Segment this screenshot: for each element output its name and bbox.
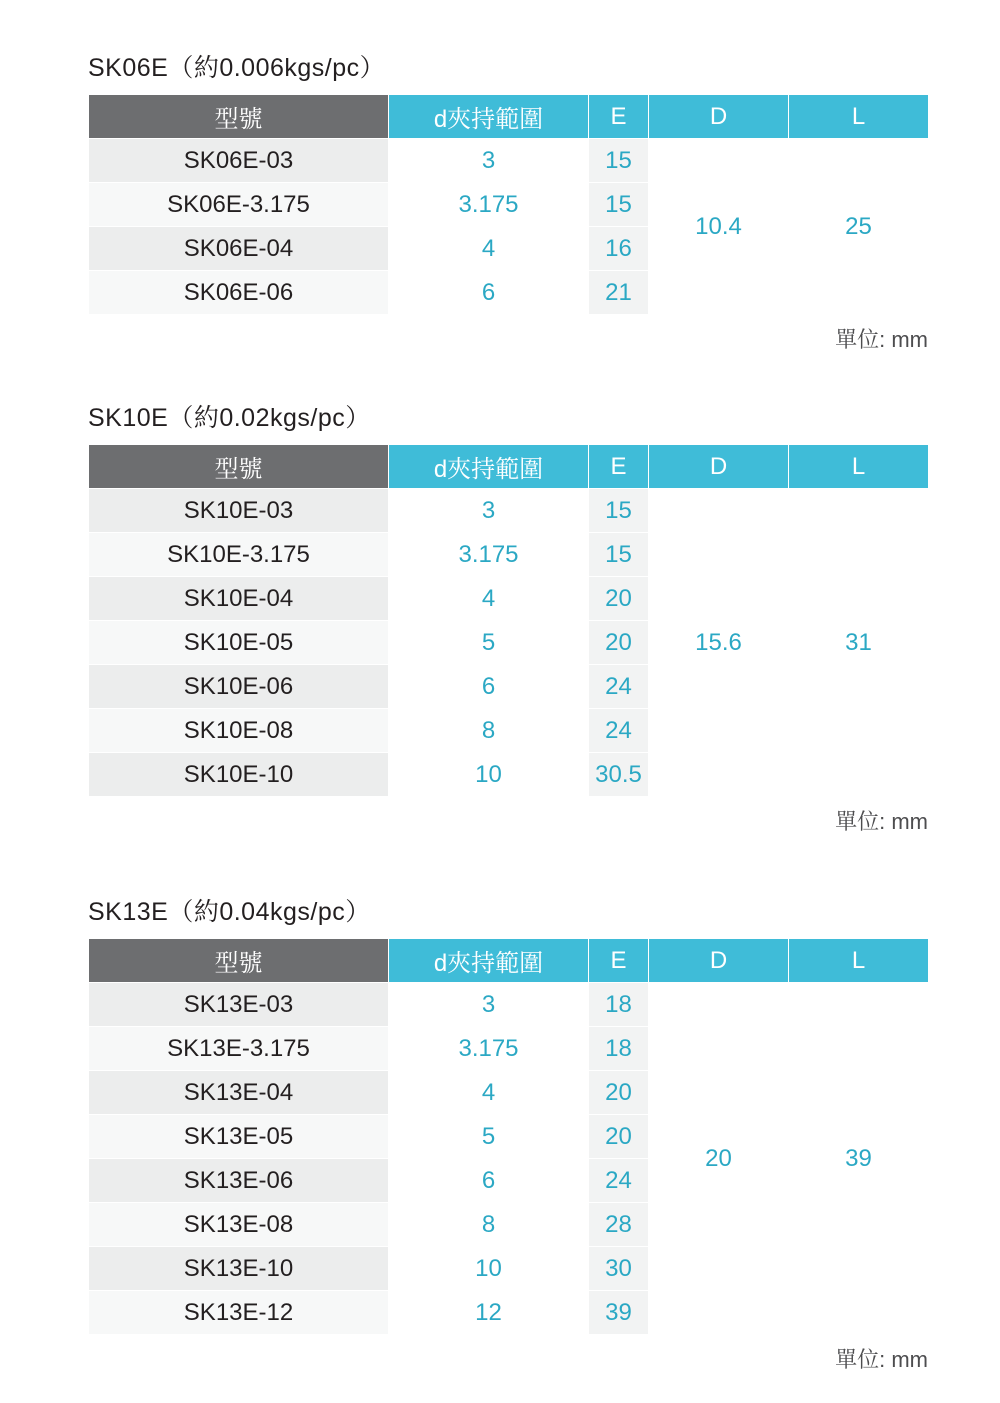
cell-clamp-range: 4 bbox=[389, 1071, 589, 1115]
table-body bbox=[89, 489, 929, 797]
cell-clamp-range: 3.175 bbox=[389, 183, 589, 227]
cell-clamp-range: 5 bbox=[389, 1115, 589, 1159]
col-header-d: D bbox=[649, 445, 789, 489]
header-row bbox=[89, 445, 929, 489]
cell-e: 24 bbox=[589, 665, 649, 709]
table-header bbox=[89, 445, 929, 489]
col-header-clamp-range: d夾持範圍 bbox=[389, 939, 589, 983]
cell-l-merged: 25 bbox=[789, 139, 929, 315]
cell-clamp-range: 3 bbox=[389, 983, 589, 1027]
cell-e: 15 bbox=[589, 139, 649, 183]
col-header-l: L bbox=[789, 95, 929, 139]
cell-e: 15 bbox=[589, 489, 649, 533]
table-row bbox=[89, 489, 929, 533]
cell-e: 20 bbox=[589, 621, 649, 665]
col-header-l: L bbox=[789, 939, 929, 983]
cell-e: 28 bbox=[589, 1203, 649, 1247]
cell-clamp-range: 12 bbox=[389, 1291, 589, 1335]
block-title-sk10e: SK10E（約0.02kgs/pc） bbox=[88, 404, 371, 432]
cell-clamp-range: 10 bbox=[389, 1247, 589, 1291]
header-row bbox=[89, 939, 929, 983]
cell-clamp-range: 8 bbox=[389, 709, 589, 753]
cell-d-merged: 20 bbox=[649, 983, 789, 1335]
col-header-d: D bbox=[649, 939, 789, 983]
cell-model: SK06E-3.175 bbox=[89, 183, 389, 227]
spec-table-sk06e bbox=[88, 94, 929, 315]
block-spacer bbox=[0, 836, 1000, 892]
unit-label: 單位: mm bbox=[835, 327, 928, 352]
cell-model: SK10E-08 bbox=[89, 709, 389, 753]
cell-model: SK06E-04 bbox=[89, 227, 389, 271]
cell-e: 24 bbox=[589, 709, 649, 753]
cell-model: SK13E-05 bbox=[89, 1115, 389, 1159]
col-header-model: 型號 bbox=[89, 939, 389, 983]
cell-e: 21 bbox=[589, 271, 649, 315]
col-header-e: E bbox=[589, 939, 649, 983]
col-header-clamp-range: d夾持範圍 bbox=[389, 445, 589, 489]
cell-e: 18 bbox=[589, 983, 649, 1027]
cell-e: 20 bbox=[589, 1115, 649, 1159]
cell-model: SK10E-04 bbox=[89, 577, 389, 621]
cell-model: SK10E-05 bbox=[89, 621, 389, 665]
cell-e: 15 bbox=[589, 183, 649, 227]
top-spacer bbox=[0, 0, 1000, 48]
table-header bbox=[89, 95, 929, 139]
cell-clamp-range: 6 bbox=[389, 1159, 589, 1203]
cell-e: 30 bbox=[589, 1247, 649, 1291]
cell-model: SK13E-12 bbox=[89, 1291, 389, 1335]
cell-e: 30.5 bbox=[589, 753, 649, 797]
cell-clamp-range: 6 bbox=[389, 271, 589, 315]
spec-block-sk13e bbox=[0, 892, 1000, 1374]
spec-block-sk10e bbox=[0, 398, 1000, 836]
col-header-e: E bbox=[589, 445, 649, 489]
block-title-sk06e: SK06E（約0.006kgs/pc） bbox=[88, 54, 386, 82]
cell-d-merged: 15.6 bbox=[649, 489, 789, 797]
cell-l-merged: 39 bbox=[789, 983, 929, 1335]
cell-model: SK06E-06 bbox=[89, 271, 389, 315]
cell-clamp-range: 3 bbox=[389, 489, 589, 533]
cell-e: 24 bbox=[589, 1159, 649, 1203]
cell-model: SK10E-10 bbox=[89, 753, 389, 797]
header-row bbox=[89, 95, 929, 139]
block-spacer bbox=[0, 354, 1000, 398]
cell-model: SK13E-3.175 bbox=[89, 1027, 389, 1071]
cell-clamp-range: 6 bbox=[389, 665, 589, 709]
cell-clamp-range: 8 bbox=[389, 1203, 589, 1247]
cell-clamp-range: 10 bbox=[389, 753, 589, 797]
cell-clamp-range: 5 bbox=[389, 621, 589, 665]
cell-d-merged: 10.4 bbox=[649, 139, 789, 315]
spec-table-sk13e bbox=[88, 938, 929, 1335]
unit-label: 單位: mm bbox=[835, 1347, 928, 1372]
cell-e: 20 bbox=[589, 1071, 649, 1115]
spec-table-sk10e bbox=[88, 444, 929, 797]
cell-model: SK13E-04 bbox=[89, 1071, 389, 1115]
cell-e: 16 bbox=[589, 227, 649, 271]
table-body bbox=[89, 983, 929, 1335]
cell-clamp-range: 4 bbox=[389, 577, 589, 621]
unit-label: 單位: mm bbox=[835, 809, 928, 834]
table-row bbox=[89, 139, 929, 183]
col-header-d: D bbox=[649, 95, 789, 139]
col-header-model: 型號 bbox=[89, 445, 389, 489]
cell-model: SK13E-06 bbox=[89, 1159, 389, 1203]
cell-model: SK13E-10 bbox=[89, 1247, 389, 1291]
col-header-e: E bbox=[589, 95, 649, 139]
cell-e: 18 bbox=[589, 1027, 649, 1071]
cell-model: SK13E-03 bbox=[89, 983, 389, 1027]
cell-model: SK10E-06 bbox=[89, 665, 389, 709]
cell-e: 20 bbox=[589, 577, 649, 621]
cell-clamp-range: 3 bbox=[389, 139, 589, 183]
block-title-sk13e: SK13E（約0.04kgs/pc） bbox=[88, 898, 371, 926]
table-header bbox=[89, 939, 929, 983]
cell-clamp-range: 3.175 bbox=[389, 1027, 589, 1071]
col-header-l: L bbox=[789, 445, 929, 489]
cell-clamp-range: 4 bbox=[389, 227, 589, 271]
cell-clamp-range: 3.175 bbox=[389, 533, 589, 577]
cell-l-merged: 31 bbox=[789, 489, 929, 797]
cell-model: SK10E-03 bbox=[89, 489, 389, 533]
cell-model: SK13E-08 bbox=[89, 1203, 389, 1247]
col-header-clamp-range: d夾持範圍 bbox=[389, 95, 589, 139]
cell-e: 15 bbox=[589, 533, 649, 577]
cell-model: SK10E-3.175 bbox=[89, 533, 389, 577]
cell-e: 39 bbox=[589, 1291, 649, 1335]
cell-model: SK06E-03 bbox=[89, 139, 389, 183]
table-row bbox=[89, 983, 929, 1027]
col-header-model: 型號 bbox=[89, 95, 389, 139]
table-body bbox=[89, 139, 929, 315]
spec-block-sk06e bbox=[0, 48, 1000, 354]
